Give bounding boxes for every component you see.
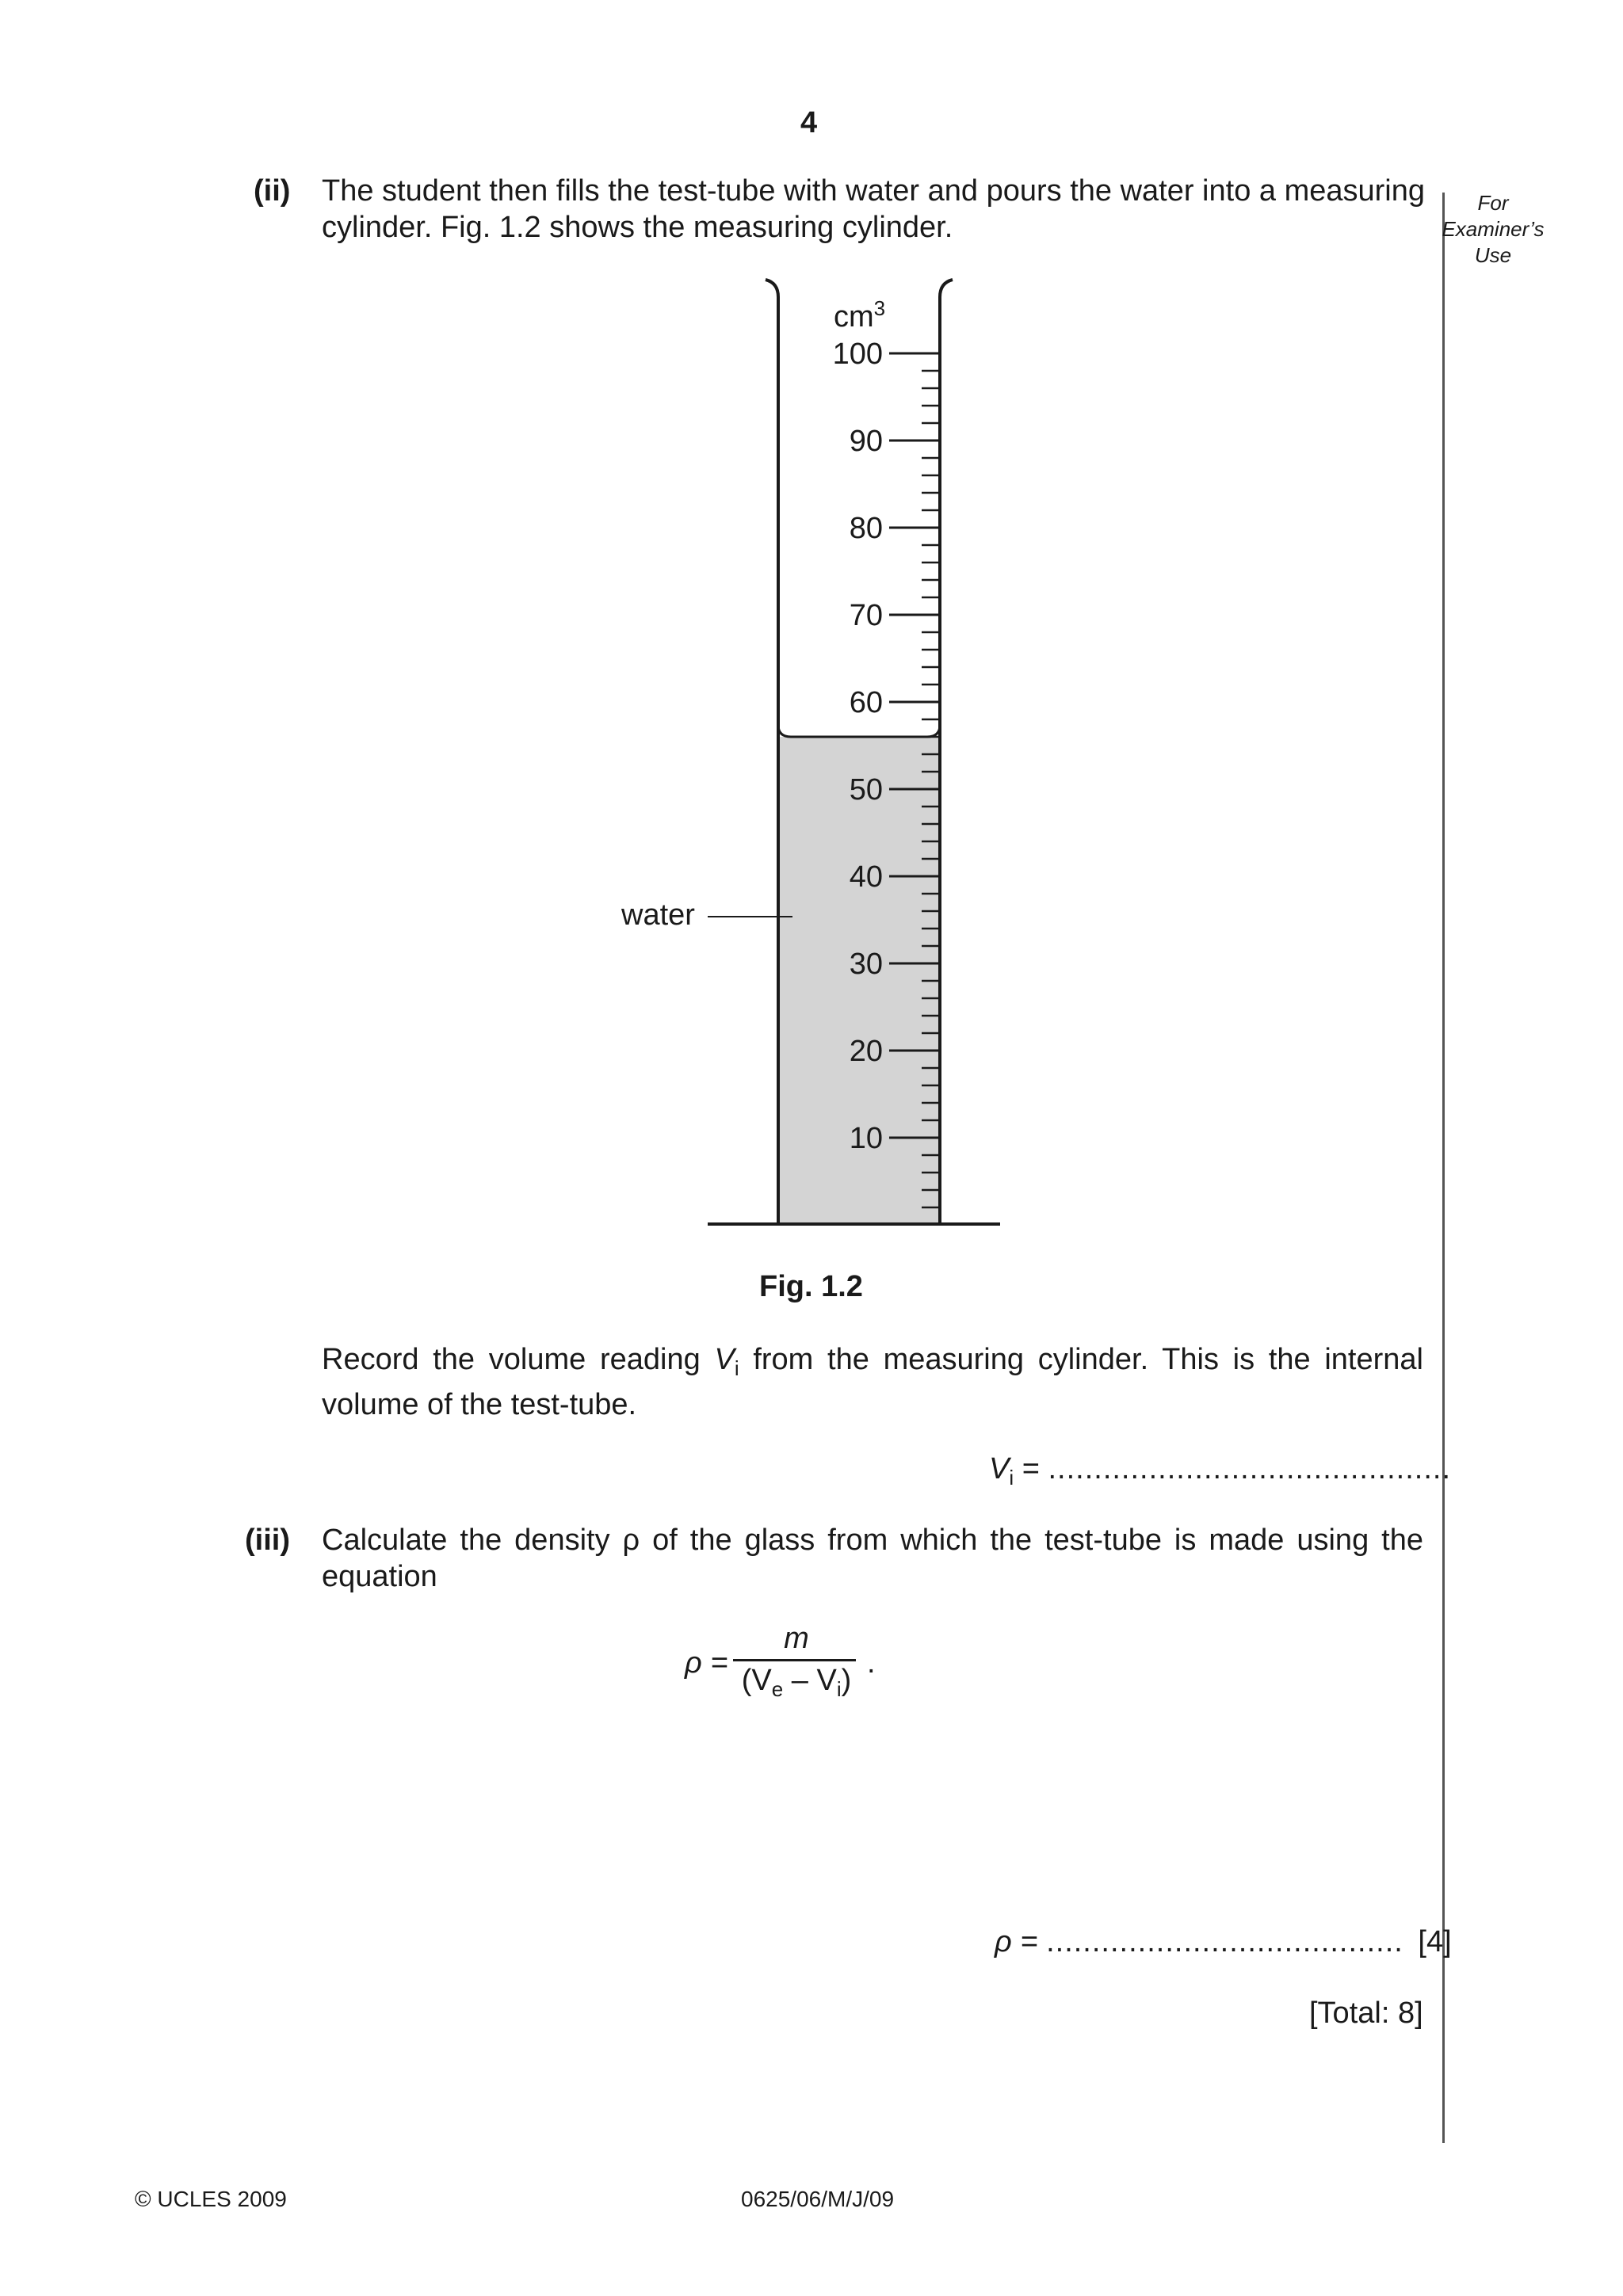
equation-numerator: m — [784, 1622, 809, 1655]
equation-lhs: ρ = — [685, 1646, 728, 1680]
scale-label: 90 — [849, 425, 883, 458]
record-instruction — [322, 1341, 1423, 1423]
page-number: 4 — [800, 106, 818, 139]
vi-answer-line — [989, 1451, 1451, 1496]
scale-label: 40 — [849, 860, 883, 894]
record-subscript: i — [734, 1356, 739, 1380]
den-sub-i: i — [836, 1677, 842, 1701]
cylinder-right-wall — [940, 280, 953, 1224]
scale-label: 50 — [849, 773, 883, 807]
part-iii-label: (iii) — [245, 1524, 290, 1557]
rho-answer-symbol: ρ = — [995, 1925, 1038, 1958]
scale-label: 80 — [849, 512, 883, 545]
water-meniscus — [778, 725, 940, 737]
record-text-a: Record the volume reading — [322, 1343, 701, 1376]
scale-label: 20 — [849, 1035, 883, 1068]
examiner-line-1: For — [1477, 191, 1509, 215]
equation-denominator — [733, 1662, 860, 1707]
footer-code: 0625/06/M/J/09 — [741, 2187, 895, 2211]
equation-fraction-bar — [733, 1659, 856, 1661]
vi-answer-symbol: V — [989, 1452, 1010, 1486]
vi-answer-dots[interactable]: ............................................ — [1048, 1452, 1452, 1486]
figure-caption: Fig. 1.2 — [759, 1270, 863, 1303]
rho-answer-dots[interactable]: ....................................... — [1046, 1925, 1403, 1958]
vi-answer-subscript: i — [1009, 1466, 1014, 1489]
examiner-line-3: Use — [1474, 243, 1512, 267]
part-iii-line-1: Calculate the density ρ of the glass from which the test-tube is made using the — [322, 1524, 1423, 1557]
part-iii-line-2: equation — [322, 1560, 437, 1593]
vi-answer-equals: = — [1022, 1452, 1040, 1486]
scale-label: 70 — [849, 599, 883, 632]
rho-answer-line — [995, 1924, 1452, 1960]
water-label: water — [621, 898, 695, 932]
scale-label: 30 — [849, 948, 883, 981]
total-marks: [Total: 8] — [1309, 1997, 1423, 2030]
part-ii-label: (ii) — [254, 174, 291, 208]
scale-label: 60 — [849, 686, 883, 719]
den-open: (V — [741, 1664, 772, 1697]
part-iii-text — [322, 1522, 1423, 1595]
den-sub-e: e — [771, 1677, 784, 1701]
unit-label: $cm^3$ — [834, 296, 886, 334]
marks-label: [4] — [1418, 1925, 1452, 1958]
scale-label: 10 — [849, 1122, 883, 1155]
record-text-line2: volume of the test-tube. — [322, 1388, 637, 1421]
examiner-line-2: Examiner’s — [1442, 217, 1545, 241]
part-ii-line-1: The student then fills the test-tube with water and pours the water into a measuring — [322, 174, 1425, 208]
scale-label: 100 — [832, 338, 883, 371]
record-text-b: from the measuring cylinder. This is the internal — [753, 1343, 1423, 1376]
den-mid: – V — [783, 1664, 837, 1697]
den-close: ) — [841, 1664, 852, 1697]
footer-copyright: © UCLES 2009 — [135, 2187, 287, 2211]
record-symbol: V — [714, 1343, 735, 1376]
cylinder-left-wall — [766, 280, 778, 1224]
equation-period: . — [867, 1646, 876, 1680]
part-ii-line-2: cylinder. Fig. 1.2 shows the measuring cylinder. — [322, 211, 953, 244]
